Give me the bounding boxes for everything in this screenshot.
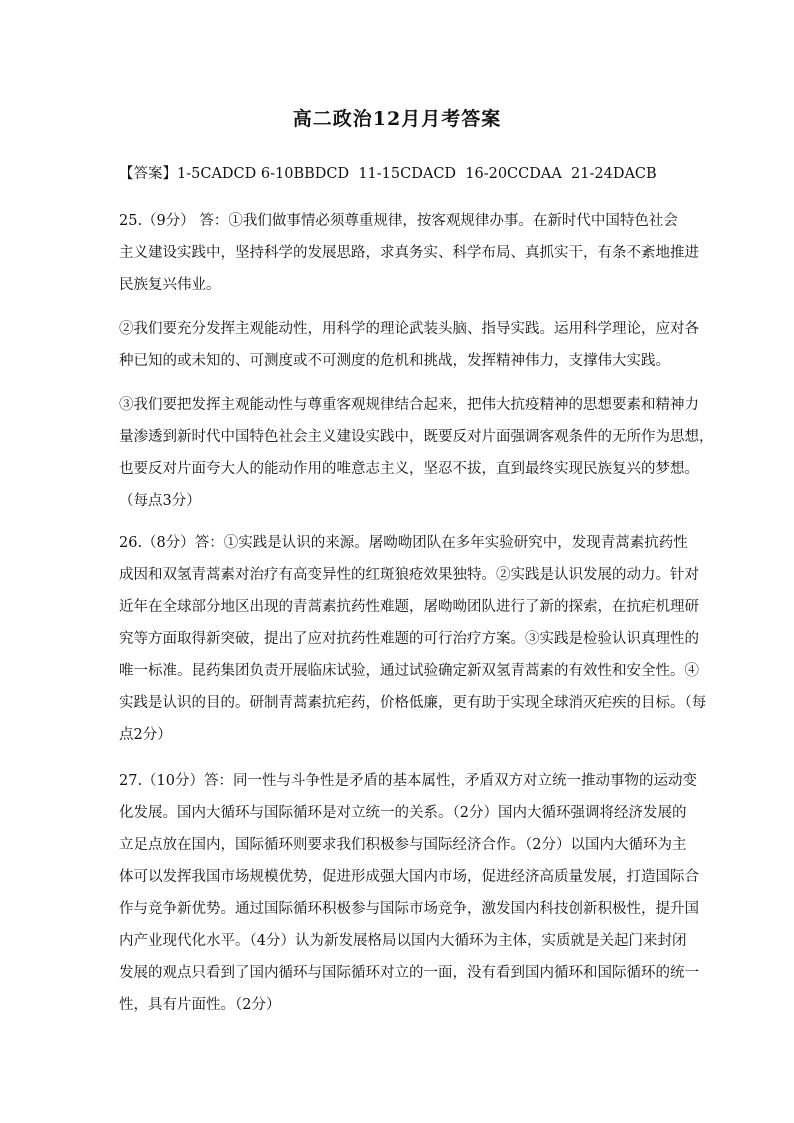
text-line: 也要反对片面夸大人的能动作用的唯意志主义，坚忍不拔，直到最终实现民族复兴的梦想。: [119, 461, 699, 477]
q27-paragraph: [119, 765, 699, 1021]
text-line: 27.（10分）答：同一性与斗争性是矛盾的基本属性，矛盾双方对立统一推动事物的运动变: [119, 773, 698, 789]
text-line: 25.（9分） 答：①我们做事情必须尊重规律，按客观规律办事。在新时代中国特色社会: [119, 213, 678, 229]
text-line: 究等方面取得新突破，提出了应对抗药性难题的可行治疗方案。③实践是检验认识真理性的: [119, 631, 699, 647]
text-line: 实践是认识的目的。研制青蒿素抗疟药，价格低廉，更有助于实现全球消灭疟疾的目标。（每: [119, 695, 707, 711]
text-line: 点2分）: [119, 727, 172, 743]
text-line: 化发展。国内大循环与国际循环是对立统一的关系。（2分）国内大循环强调将经济发展的: [119, 805, 687, 821]
text-line: 作与竞争新优势。通过国际循环积极参与国际市场竞争，激发国内科技创新积极性，提升国: [119, 901, 699, 917]
text-line: 民族复兴伟业。: [119, 277, 221, 293]
text-line: ③我们要把发挥主观能动性与尊重客观规律结合起来，把伟大抗疫精神的思想要素和精神力: [119, 397, 699, 413]
text-line: 性，具有片面性。（2分）: [119, 997, 281, 1013]
text-line: 体可以发挥我国市场规模优势，促进形成强大国内市场，促进经济高质量发展，打造国际合: [119, 869, 699, 885]
text-line: 发展的观点只看到了国内循环与国际循环对立的一面，没有看到国内循环和国际循环的统一: [119, 965, 699, 981]
text-line: 26.（8分）答：①实践是认识的来源。屠呦呦团队在多年实验研究中，发现青蒿素抗药性: [119, 535, 688, 551]
q26-paragraph: [119, 527, 707, 751]
text-line: 内产业现代化水平。（4分）认为新发展格局以国内大循环为主体，实质就是关起门来封闭: [119, 933, 687, 949]
page-title: 高二政治12月月考答案: [292, 108, 502, 130]
text-line: 立足点放在国内，国际循环则要求我们积极参与国际经济合作。（2分）以国内大循环为主: [119, 837, 687, 853]
q25-paragraph-3: [119, 389, 714, 517]
multiple-choice-answers: 【答案】1-5CADCD 6-10BBDCD 11-15CDACD 16-20CCDAA 21-24DACB: [119, 166, 657, 182]
q25-paragraph-2: [119, 313, 699, 377]
text-line: 主义建设实践中，坚持科学的发展思路，求真务实、科学布局、真抓实干，有条不紊地推进: [119, 245, 699, 261]
text-line: （每点3分）: [119, 493, 201, 509]
q25-paragraph-1: [119, 205, 699, 301]
text-line: 种已知的或未知的、可测度或不可测度的危机和挑战，发挥精神伟力，支撑伟大实践。: [119, 353, 670, 369]
text-line: 近年在全球部分地区出现的青蒿素抗药性难题，屠呦呦团队进行了新的探索，在抗疟机理研: [119, 599, 699, 615]
text-line: 唯一标准。昆药集团负责开展临床试验，通过试验确定新双氢青蒿素的有效性和安全性。④: [119, 663, 699, 679]
text-line: 成因和双氢青蒿素对治疗有高变异性的红斑狼疮效果独特。②实践是认识发展的动力。针对: [119, 567, 699, 583]
text-line: ②我们要充分发挥主观能动性，用科学的理论武装头脑、指导实践。运用科学理论，应对各: [119, 321, 699, 337]
text-line: 量渗透到新时代中国特色社会主义建设实践中，既要反对片面强调客观条件的无所作为思想，: [119, 429, 714, 445]
